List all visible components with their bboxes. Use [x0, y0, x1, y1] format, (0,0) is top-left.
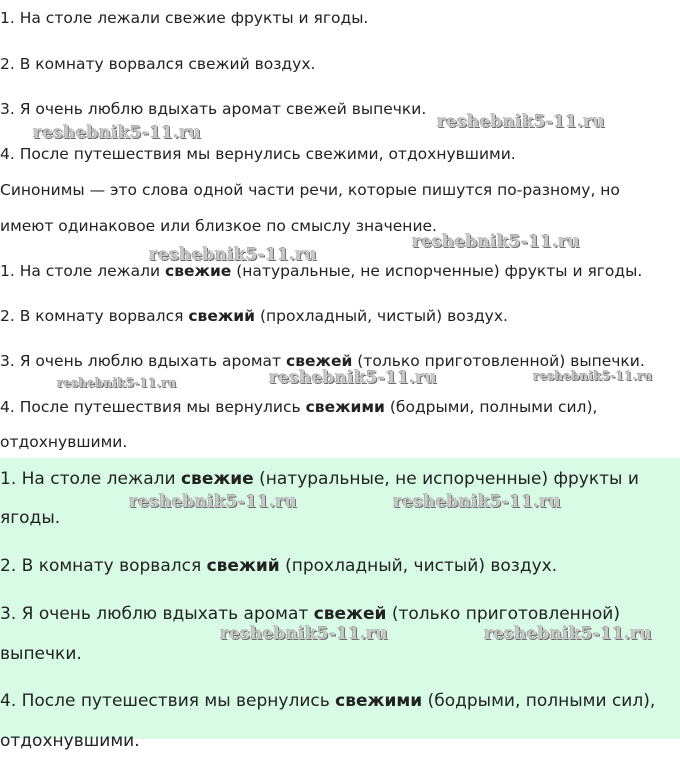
watermark: reshebnik5-11.ru: [57, 376, 177, 390]
explained-sentence-4-cont: отдохнувшими.: [0, 433, 128, 451]
keyword: свежие: [180, 469, 254, 489]
answer-sentence-3: 3. Я очень люблю вдыхать аромат свежей (только приготовленной): [0, 604, 620, 624]
answer-sentence-1: 1. На столе лежали свежие (натуральные, не испорченные) фрукты и: [0, 469, 639, 489]
keyword: свежие: [165, 262, 232, 280]
answer-panel: [0, 458, 680, 751]
watermark: reshebnik5-11.ru: [220, 624, 388, 644]
explained-sentence-4: 4. После путешествия мы вернулись свежими (бодрыми, полными сил),: [0, 398, 598, 416]
keyword: свежий: [206, 556, 280, 576]
explained-sentence-2: 2. В комнату ворвался свежий (прохладный, чистый) воздух.: [0, 307, 508, 325]
watermark: reshebnik5-11.ru: [484, 624, 652, 644]
keyword: свежий: [188, 307, 256, 325]
answer-sentence-4-cont: отдохнувшими.: [0, 731, 140, 751]
answer-sentence-3-cont: выпечки.: [0, 644, 82, 664]
keyword: свежей: [286, 352, 353, 370]
answer-sentence-2: 2. В комнату ворвался свежий (прохладный, чистый) воздух.: [0, 556, 558, 576]
sentence-3: 3. Я очень люблю вдыхать аромат свежей выпечки.: [0, 100, 427, 118]
sentence-4: 4. После путешествия мы вернулись свежими, отдохнувшими.: [0, 145, 516, 163]
watermark: reshebnik5-11.ru: [393, 492, 561, 512]
watermark: reshebnik5-11.ru: [149, 245, 317, 265]
definition-line-2: имеют одинаковое или близкое по смыслу значение.: [0, 217, 437, 235]
sentence-1: 1. На столе лежали свежие фрукты и ягоды.: [0, 9, 369, 27]
watermark: reshebnik5-11.ru: [533, 369, 653, 383]
watermark: reshebnik5-11.ru: [437, 112, 605, 132]
explained-sentence-3: 3. Я очень люблю вдыхать аромат свежей (только приготовленной) выпечки.: [0, 352, 645, 370]
definition-line-1: Синонимы — это слова одной части речи, которые пишутся по-разному, но: [0, 181, 620, 199]
answer-sentence-4: 4. После путешествия мы вернулись свежими (бодрыми, полными сил),: [0, 691, 656, 711]
keyword: свежими: [335, 691, 423, 711]
keyword: свежей: [313, 604, 387, 624]
keyword: свежими: [305, 398, 385, 416]
explained-sentence-1: 1. На столе лежали свежие (натуральные, не испорченные) фрукты и ягоды.: [0, 262, 643, 280]
watermark: reshebnik5-11.ru: [129, 492, 297, 512]
watermark: reshebnik5-11.ru: [33, 123, 201, 143]
answer-sentence-1-cont: ягоды.: [0, 508, 61, 528]
watermark: reshebnik5-11.ru: [412, 232, 580, 252]
watermark: reshebnik5-11.ru: [269, 368, 437, 388]
sentence-2: 2. В комнату ворвался свежий воздух.: [0, 55, 316, 73]
